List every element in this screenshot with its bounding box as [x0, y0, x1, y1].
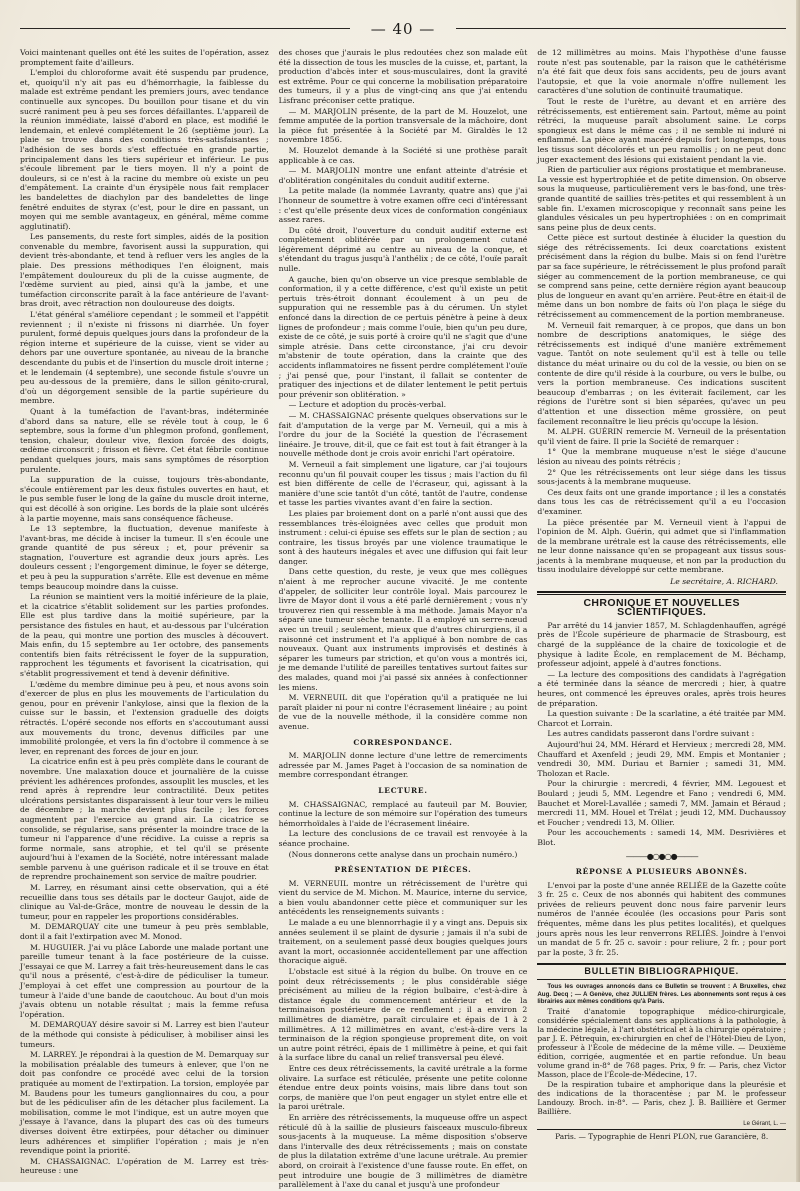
bulletin-note: Tous les ouvrages annoncés dans ce Bulletin se trouvent : A Bruxelles, chez Aug. Decq ; — A Genève, chez JULLIEN frères. Les abonnements sont reçus à ces librairies aux mêmes conditions qu'à Paris. [537, 983, 786, 1006]
paragraph: M. Larrey, en résumant ainsi cette observation, qui a été recueillie dans tous ses détails par le docteur Gaujot, aide de clinique au Val-de-Grâce, montre de nouveau le dessin de la tumeur, pour en rappeler les proportions considérables. [20, 883, 269, 921]
paragraph: M. LARREY. Je répondrai à la question de M. Demarquay sur la mobilisation préalable des tumeurs à enlever, que l'on ne doit pas confondre ce procédé avec celui de la torsion pratiquée au moment de l'extirpation. La torsion, employée par M. Baudens pour les tumeurs ganglionnaires du cou, a pour but de les pédiculiser afin de les détacher plus facilement. La mobilisation, comme le mot l'indique, est un autre moyen que j'essaye à l'avance, dans la plupart des cas où des tumeurs diverses doivent être extirpées, pour détacher ou diminuer leurs adhérences et simplifier l'opération ; mais je n'en revendique point la priorité. [20, 1050, 269, 1156]
paragraph: La question suivante : De la scarlatine, a été traitée par MM. Charcot et Lorrain. [537, 709, 786, 728]
section-title-reponse: RÉPONSE A PLUSIEURS ABONNÉS. [575, 867, 748, 877]
paragraph: — La lecture des compositions des candidats à l'agrégation a été terminée dans la séance de mercredi ; hier, à quatre heures, ont commencé les épreuves orales, après trois heures de préparation. [537, 669, 786, 708]
column-3 [537, 48, 786, 1191]
paragraph: Dans cette question, du reste, je veux que mes collègues n'aient à me reprocher aucune vivacité. Je me contente d'appeler, de solliciter leur contrôle loyal. Mais parcourez le livre de Mayor dont il vous a été parlé dernièrement ; vous n'y trouverez rien qui ressemble à ma méthode. Jamais Mayor n'a séparé une tumeur sèche tenante. Il a employé un serre-nœud avec un treuil ; seulement, mieux que d'autres chirurgiens, il a raisonné cet instrument et l'a appliqué à bon nombre de cas nouveaux. Quant aux instruments improvisés et destinés à séparer les tumeurs par striction, et qu'on vous a montrés ici, je me demande l'utilité de pareilles tentatives surtout faites sur des malades, quand moi j'ai passé six années à confectionner les miens. [278, 567, 528, 692]
section-title-chronique: CHRONIQUE ET NOUVELLES SCIENTIFIQUES. [583, 596, 740, 619]
paragraph: La lecture des conclusions de ce travail est renvoyée à la séance prochaine. [278, 829, 528, 848]
page-number: — 40 — [370, 20, 436, 38]
paragraph: En arrière des rétrécissements, la muqueuse offre un aspect réticulé dû à la saillie de plusieurs faisceaux musculo-fibreux sous-jacents à la muqueuse. La même disposition s'observe dans l'intervalle des deux rétrécissements ; mais on constate de plus la dilatation extrême d'une lacune urétrale. Au premier abord, on croirait à l'existence d'une fausse route. En effet, on peut introduire une bougie de 3 millimètres de diamètre parallèlement à l'axe du canal et jusqu'à une profondeur [278, 1112, 528, 1190]
paragraph: Pour les accouchements : samedi 14, MM. Desrivières et Blot. [537, 828, 786, 847]
paragraph: L'envoi par la poste d'une année RELIÉE de la Gazette coûte 3 fr. 25 c. Ceux de nos abonnés qui habitent des communes privées de relieurs peuvent donc nous faire parvenir leurs numéros de l'année écoulée (les occasions pour Paris sont fréquentes, même dans les plus petites localités), et quelques jours après nous les leur renverrons RELIÉS. Joindre à l'envoi un mandat de 5 fr. 25 c. savoir : pour reliure, 2 fr. ; pour port par la poste, 3 fr. 25. [537, 880, 786, 957]
paragraph: Entre ces deux rétrécissements, la cavité urétrale a la forme olivaire. La surface est réticulée, présente une petite colonne étendue entre deux points voisins, mais libre dans tout son corps, de manière que l'on peut engager un stylet entre elle et la paroi urétrale. [278, 1063, 528, 1112]
paragraph: M. Houzelot demande à la Société si une prothèse paraît applicable à ce cas. [278, 145, 528, 165]
paragraph: Le malade a eu une blennorrhagie il y a vingt ans. Depuis six années seulement il se plaint de dysurie ; jamais il n'a subi de traitement, on a seulement passé deux bougies quelques jours avant la mort, occasionnée accidentellement par une affection thoracique aiguë. [278, 918, 528, 966]
section-title-bulletin: BULLETIN BIBLIOGRAPHIQUE. [537, 963, 786, 980]
paragraph: 2° Que les rétrécissements ont leur siége dans les tissus sous-jacents à la membrane muqueuse. [537, 467, 786, 487]
paragraph: (Nous donnerons cette analyse dans un prochain numéro.) [288, 849, 518, 859]
column-2 [279, 48, 528, 1191]
paragraph: M. VERNEUIL dit que l'opération qu'il a pratiquée ne lui paraît plaider ni pour ni contre l'écrasement linéaire ; au point de vue de la nouvelle méthode, il la considère comme non avenue. [278, 693, 528, 731]
paragraph: La pièce présentée par M. Verneuil vient à l'appui de l'opinion de M. Alph. Guérin, qui admet que si l'inflammation de la membrane urétrale est la cause des rétrécissements, elle ne leur donne naissance qu'en se propageant aux tissus sous-jacents à la membrane muqueuse, et non par la production du tissu inodulaire développé sur cette membrane. [537, 517, 786, 575]
text-columns [20, 48, 786, 1190]
paragraph: M. VERNEUIL montre un rétrécissement de l'urètre qui vient du service de M. Michon. M. Maurice, interne du service, a bien voulu abandonner cette pièce et communiquer sur les antécédents les renseignements suivants : [278, 878, 528, 917]
paragraph: Rien de particulier aux régions prostatique et membraneuse. La vessie est hypertrophiée et de petite dimension. On observe sous la muqueuse, particulièrement vers le bas-fond, une très-grande quantité de saillies très-petites et qui ressemblent à un sable fin. L'examen microscopique y reconnaît sans peine les glandules vésicales un peu hypertrophiées : on en comprimait sans peine plus de deux cents. [537, 165, 786, 232]
paragraph: 1° Que la membrane muqueuse n'est le siége d'aucune lésion au niveau des points rétrécis ; [537, 447, 786, 466]
paragraph: M. Verneuil a fait simplement une ligature, car j'ai toujours reconnu qu'un fil pouvait couper les tissus ; mais l'action du fil est bien différente de celle de l'écraseur, qui, agissant à la manière d'une scie tantôt d'un côté, tantôt de l'autre, condense et tasse les parties vivantes avant d'en faire la section. [278, 459, 528, 508]
paragraph: Quant à la tuméfaction de l'avant-bras, indéterminée d'abord dans sa nature, elle se révèle tout à coup, le 6 septembre, sous la forme d'un phlegmon profond, gonflement, tension, chaleur, douleur vive, flexion forcée des doigts, œdème circonscrit ; frisson et fièvre. Cet état fébrile continue pendant quelques jours, mais sans symptômes de résorption purulente. [20, 406, 269, 474]
bibliography-entry: Traité d'anatomie topographique médico-chirurgicale, considérée spécialement dans ses applications à la pathologie, à la médecine légale, à l'art obstétrical et à la chirurgie opératoire ; par J. E. Pétrequin, ex-chirurgien en chef de l'Hôtel-Dieu de Lyon, professeur à l'École de médecine de la même ville. — Deuxième édition, corrigée, augmentée et en partie refondue. Un beau volume grand in-8° de 768 pages. Prix, 9 fr. — Paris, chez Victor Masson, place de l'École-de-Médecine, 17. [537, 1006, 786, 1079]
paragraph: M. HUGUIER. J'ai vu plâce Laborde une malade portant une pareille tumeur tenant à la face postérieure de la cuisse. J'essayai ce que M. Larrey a fait très-heureusement dans le cas qu'il nous a présenté, c'est-à-dire de pédiculiser la tumeur. J'employai à cet effet une compression au pourtour de la tumeur à l'aide d'une bande de caoutchouc. Au bout d'un mois j'avais obtenu un notable résultat ; mais la femme refusa l'opération. [20, 942, 269, 1019]
paragraph: des choses que j'aurais le plus redoutées chez son malade eût été la dissection de tous les muscles de la cuisse, et, partant, la production d'abcès inter et sous-musculaires, dont la gravité est extrême. Pour ce qui concerne la mobilisation préparatoire des tumeurs, il y a plus de vingt-cinq ans que j'ai entendu Lisfranc préconiser cette pratique. [278, 48, 528, 105]
paragraph: L'emploi du chloroforme avait été suspendu par prudence, et, quoiqu'il n'y ait pas eu d'hémorrhagie, la faiblesse du malade est extrême pendant les premiers jours, avec tendance continuelle aux syncopes. Du bouillon pour tisane et du vin sucré raniment peu à peu ses forces défaillantes. L'appareil de la réunion immédiate, laissé d'abord en place, est modifié le lendemain, et enlevé complétement le 26 (septième jour). La plaie se trouve dans des conditions très-satisfaisantes ; l'adhésion de ses bords s'est effectuée en grande partie, principalement dans les tiers supérieur et inférieur. Le pus s'écoule librement par le tiers moyen. Il n'y a point de douleurs, si ce n'est à la racine du membre où existe un peu d'empâtement. La crainte d'un érysipèle nous fait remplacer les bandelettes de diachylon par des bandelettes de linge fenêtré enduites de styrax (c'est, pour le dire en passant, un moyen qui me semble avantageux, en général, même comme agglutinatif). [20, 68, 269, 231]
paragraph: M. DEMARQUAY cite une tumeur à peu près semblable, dont il a fait l'extirpation avec M. Monod. [20, 922, 269, 942]
secretary-signature: Le secrétaire, A. RICHARD. [670, 577, 778, 587]
paragraph: M. ALPH. GUÉRIN remercie M. Verneuil de la présentation qu'il vient de faire. Il prie la Société de remarquer : [537, 427, 786, 446]
paragraph: M. MARJOLIN donne lecture d'une lettre de remerciments adressée par M. James Paget à l'occasion de sa nomination de membre correspondant étranger. [278, 751, 528, 780]
ornament-divider: ———●○●○●——— [625, 851, 698, 861]
section-divider [537, 591, 786, 595]
paragraph: Voici maintenant quelles ont été les suites de l'opération, assez promptement faite d'ailleurs. [20, 48, 269, 67]
paragraph: La cicatrice enfin est à peu près complète dans le courant de novembre. Une malaxation douce et journalière de la cuisse prévient les adhérences profondes, assouplit les muscles, et les rend après à reprendre leur contractilité. Deux petites ulcérations persistantes disparaissent à leur tour vers le milieu de décembre ; la marche devient plus facile ; les forces augmentent par l'exercice au grand air. La cicatrice se consolide, se régularise, sans présenter la moindre trace de la tumeur ni l'apparence d'une récidive. La cuisse a repris sa forme normale, sans atrophie, et tel qu'il se présente aujourd'hui à l'examen de la Société, notre intéressant malade semble parvenu à une guérison radicale et il se trouve en état de reprendre prochainement son service de maître poudrier. [20, 757, 269, 882]
paragraph: — M. MARJOLIN montre une enfant atteinte d'atrésie et d'oblitération congénitales du conduit auditif externe. [278, 166, 528, 185]
paragraph: La petite malade (la nommée Lavranty, quatre ans) que j'ai l'honneur de soumettre à votre examen offre ceci d'intéressant : c'est qu'elle présente deux vices de conformation congéniaux assez rares. [278, 186, 528, 225]
section-title-correspondance: CORRESPONDANCE. [353, 737, 453, 747]
page-edge-shadow [796, 0, 800, 1182]
column-1 [20, 48, 269, 1191]
paragraph: A gauche, bien qu'on observe un vice presque semblable de conformation, il y a cette différence, c'est qu'il existe un petit pertuis très-étroit donnant écoulement à un peu de suppuration qui ne ressemble pas à du cérumen. Un stylet enfoncé dans la direction de ce pertuis pénètre à peine à deux lignes de profondeur ; mais comme l'ouïe, bien qu'un peu dure, existe de ce côté, je suis porté à croire qu'il ne s'agit que d'une simple atrésie. Dans cette circonstance, j'ai cru devoir m'abstenir de toute opération, dans la crainte que des accidents inflammatoires ne fissent perdre complétement l'ouïe ; j'ai pensé que, pour l'instant, il fallait se contenter de pratiquer des injections et de dilater lentement le petit pertuis pour prévenir son oblitération. » [278, 274, 528, 399]
paragraph: L'état général s'améliore cependant ; le sommeil et l'appétit reviennent ; il n'existe ni frissons ni diarrhée. Un foyer purulent, formé depuis quelques jours dans la profondeur de la région interne et supérieure de la cuisse, vient se vider au dehors par une ouverture spontanée, au niveau de la branche descendante du pubis et de l'insertion du muscle droit interne ; et le lendemain (4 septembre), une seconde fistule s'ouvre un peu au-dessous de la première, dans le sillon génito-crural, d'où un dégorgement sensible de la partie supérieure du membre. [20, 310, 269, 406]
paragraph: M. CHASSAIGNAC. L'opération de M. Larrey est très-heureuse : une [20, 1156, 269, 1176]
paragraph: Pour la chirurgie : mercredi, 4 février, MM. Legouest et Boulard ; jeudi 5, MM. Legendre et Fano ; vendredi 6, MM. Bauchet et Morel-Lavallée ; samedi 7, MM. Jamain et Béraud ; mercredi 11, MM. Houel et Trélat ; jeudi 12, MM. Duchaussoy et Foucher ; vendredi 13, M. Ollier. [537, 779, 786, 827]
paragraph: La suppuration de la cuisse, toujours très-abondante, s'écoule entièrement par les deux fistules ouvertes en haut, et le pus semble fuser le long de la gaîne du muscle droit interne, qui est décollé à son origine. Les bords de la plaie sont ulcérés à la partie moyenne, mais sans conséquence fâcheuse. [20, 475, 269, 523]
paragraph: Par arrêté du 14 janvier 1857, M. Schlagdenhauffen, agrégé près de l'École supérieure de pharmacie de Strasbourg, est chargé de la suppléance de la chaire de toxicologie et de physique à ladite École, en remplacement de M. Béchamp, professeur adjoint, appelé à d'autres fonctions. [537, 620, 786, 669]
paragraph: Aujourd'hui 24, MM. Hérard et Hervieux ; mercredi 28, MM. Chauffard et Axenfeld ; jeudi 29, MM. Empis et Montanier ; vendredi 30, MM. Duriau et Barnier ; samedi 31, MM. Tholozan et Racle. [537, 739, 786, 778]
gerant-line: Le Gérant, L. — [743, 1120, 786, 1127]
paragraph: de 12 millimètres au moins. Mais l'hypothèse d'une fausse route n'est pas soutenable, par la raison que le cathétérisme n'a été fait que deux fois sans accidents, peu de jours avant l'autopsie, et que la voie anormale n'offre nullement les caractères d'une solution de continuité traumatique. [537, 48, 786, 96]
section-title-pieces: PRÉSENTATION DE PIÈCES. [334, 865, 472, 875]
paragraph: Tout le reste de l'urètre, au devant et en arrière des rétrécissements, est entièrement sain. Partout, même au point rétréci, la muqueuse paraît absolument saine. Le corps spongieux est dans le même cas ; il ne semble ni induré ni enflammé. La pièce ayant macéré depuis fort longtemps, tous les tissus sont décolorés et un peu ramollis ; on ne peut donc juger exactement des lésions qui existaient pendant la vie. [537, 96, 786, 164]
printer-imprint: Paris. — Typographie de Henri PLON, rue Garancière, 8. [537, 1129, 786, 1142]
paragraph: Les plaies par broiement dont on a parlé n'ont aussi que des ressemblances très-éloignées avec celles que produit mon instrument : celui-ci épuise ses effets sur le plan de section ; au contraire, les tissus broyés par une violence traumatique le sont à des hauteurs inégales et avec une diffusion qui fait leur danger. [278, 508, 528, 566]
paragraph: Les pansements, du reste fort simples, aidés de la position convenable du membre, favorisent aussi la suppuration, qui devient très-abondante, et tend à refluer vers les angles de la plaie. Des pressions méthodiques l'en éloignent, mais l'empâtement douloureux du pli de la cuisse augmente, de l'œdème survient au pied, ainsi qu'à la jambe, et une tuméfaction circonscrite paraît à la face antérieure de l'avant-bras droit, avec rétraction non douloureuse des doigts. [20, 232, 269, 309]
page-header [20, 10, 786, 48]
paragraph: L'obstacle est situé à la région du bulbe. On trouve en ce point deux rétrécissements ; le plus considérable siége précisément au milieu de la région bulbaire, c'est-à-dire à distance égale du commencement antérieur et de la terminaison postérieure de ce renflement ; il a environ 2 millimètres de diamètre, paraît circulaire et épais de 1 à 2 millimètres. A 12 millimètres en avant, c'est-à-dire vers la terminaison de la région spongieuse proprement dite, on voit un autre point rétréci, épais de 1 millimètre à peine, et qui fait à la surface libre du canal un relief transversal peu élevé. [278, 967, 528, 1063]
section-title-lecture: LECTURE. [378, 785, 428, 795]
paragraph: Le 13 septembre, la fluctuation, devenue manifeste à l'avant-bras, me décide à inciser la tumeur. Il s'en écoule une grande quantité de pus séreux ; et, pour prévenir sa stagnation, l'ouverture est agrandie deux jours après. Les douleurs cessent ; l'engorgement diminue, le foyer se déterge, et peu à peu la suppuration s'arrête. Elle est devenue en même temps beaucoup moindre dans la cuisse. [20, 524, 269, 591]
header-rule-left [20, 28, 350, 29]
bibliography-entry: De la respiration tubaire et amphorique dans la pleurésie et des indications de la thoracentèse ; par M. le professeur Landouzy. Broch. in-8°. — Paris, chez J. B. Baillière et Germer Baillière. [537, 1079, 786, 1116]
paragraph: La réunion se maintient vers la moitié inférieure de la plaie, et la cicatrice s'établit solidement sur les parties profondes. Elle est plus tardive dans la moitié supérieure, par la persistance des fistules en haut, et au-dessous par l'ulcération de la peau, qui montre une portion des muscles à découvert. Mais enfin, du 15 septembre au 1er octobre, des pansements contentifs bien faits rétrécissent le foyer de la suppuration, rapprochent les téguments et favorisent la cicatrisation, qui s'établit progressivement et tend à devenir définitive. [20, 592, 269, 678]
paragraph: Ces deux faits ont une grande importance ; il les a constatés dans tous les cas de rétrécissement qu'il a eu l'occasion d'examiner. [537, 487, 786, 516]
header-rule-right [456, 28, 786, 29]
paragraph: Les autres candidats passeront dans l'ordre suivant : [547, 729, 755, 739]
paragraph: — M. CHASSAIGNAC présente quelques observations sur le fait d'amputation de la verge par M. Verneuil, qui a mis à l'ordre du jour de la Société la question de l'écrasement linéaire. Je trouve, dit-il, que ce fait est tout à fait étranger à la nouvelle méthode dont je crois avoir enrichi l'art opératoire. [278, 410, 528, 459]
paragraph: M. CHASSAIGNAC, remplacé au fauteuil par M. Bouvier, continue la lecture de son mémoire sur l'opération des tumeurs hémorrhoïdales à l'aide de l'écrasement linéaire. [278, 799, 528, 828]
paragraph: Du côté droit, l'ouverture du conduit auditif externe est complètement oblitérée par un prolongement cutané légèrement déprimé au centre au niveau de la conque, et s'étendant du tragus jusqu'à l'anthélix ; de ce côté, l'ouïe paraît nulle. [278, 225, 528, 274]
paragraph: M. DEMARQUAY désire savoir si M. Larrey est bien l'auteur de la méthode qui consiste à pédiculiser, à mobiliser ainsi les tumeurs. [20, 1020, 269, 1049]
paragraph: L'œdème du membre diminue peu à peu, et nous avons soin d'exercer de plus en plus les mouvements de l'articulation du genou, pour en prévenir l'ankylose, ainsi que la flexion de la cuisse sur le bassin, et l'extension graduelle des doigts rétractés. L'opéré seconde nos efforts en s'accoutumant aussi aux mouvements du tronc, devenus difficiles par une immobilité prolongée, et vers la fin d'octobre il commence à se lever, en reprenant des forces de jour en jour. [20, 679, 269, 756]
paragraph: — Lecture et adoption du procès-verbal. [288, 400, 447, 410]
paragraph: Cette pièce est surtout destinée à élucider la question du siége des rétrécissements. Ici deux coarctations existent précisément dans la région du bulbe. Mais si on fend l'urètre par sa face supérieure, le rétrécissement le plus profond paraît siéger au commencement de la portion membraneuse, ce qui se comprend sans peine, cette dernière région ayant beaucoup plus de longueur en avant qu'en arrière. Peut-être en était-il de même dans un bon nombre de faits où l'on plaça le siége du rétrécissement au commencement de la portion membraneuse. [537, 233, 786, 320]
paragraph: — M. MARJOLIN présente, de la part de M. Houzelot, une femme amputée de la portion transversale de la mâchoire, dont la pièce fut présentée à la Société par M. Giraldès le 12 novembre 1856. [278, 106, 528, 145]
paragraph: M. Verneuil fait remarquer, à ce propos, que dans un bon nombre de descriptions anatomiques, le siége des rétrécissements est indiqué d'une manière extrêmement vague. Tantôt on note seulement qu'il est à telle ou telle distance du méat urinaire ou du col de la vessie, ou bien on se contente de dire qu'il réside à la courbure, ou vers le bulbe, ou vers la portion membraneuse. Ces indications suscitent beaucoup d'embarras ; on les éviterait facilement, car les régions de l'urètre sont si bien séparées, qu'avec un peu d'attention et une dissection même grossière, on peut facilement reconnaître le lieu précis qu'occupe la lésion. [537, 320, 786, 426]
